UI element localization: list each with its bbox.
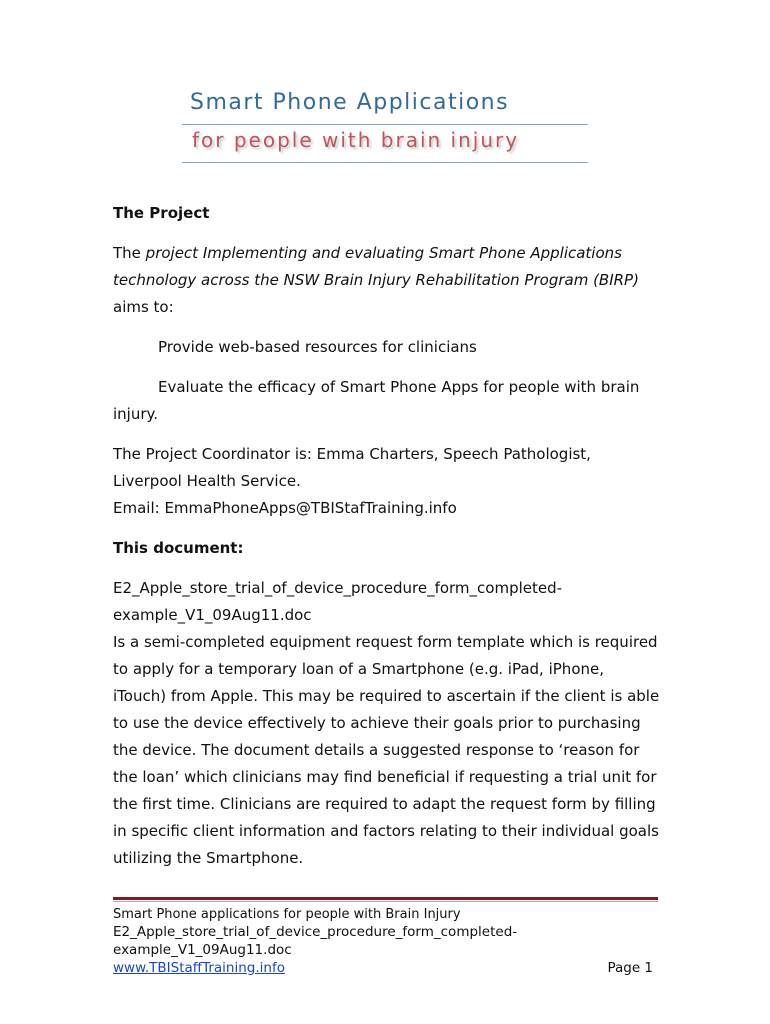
- document-filename: E2_Apple_store_trial_of_device_procedure_form_completed-example_V1_09Aug11.doc: [113, 579, 563, 624]
- intro-prefix: The: [113, 244, 146, 262]
- banner-logo: [182, 84, 592, 168]
- footer-divider-thin: [113, 901, 658, 902]
- project-heading: The Project: [113, 204, 210, 222]
- coordinator-text: The Project Coordinator is: Emma Charters, Speech Pathologist, Liverpool Health Service.: [113, 445, 591, 490]
- document-heading: This document:: [113, 539, 244, 557]
- page-footer: [113, 906, 653, 977]
- page-number: Page 1: [607, 960, 653, 976]
- footer-filename: E2_Apple_store_trial_of_device_procedure_form_completed-example_V1_09Aug11.doc: [113, 924, 518, 958]
- footer-title: Smart Phone applications for people with Brain Injury: [113, 907, 461, 922]
- aim-item: Provide web-based resources for clinicians: [158, 338, 477, 356]
- intro-suffix: aims to:: [113, 298, 174, 316]
- footer-website-link[interactable]: www.TBIStaffTraining.info: [113, 960, 285, 976]
- banner-subtitle: for people with brain injury: [192, 128, 520, 152]
- footer-divider: [113, 897, 658, 900]
- document-body: [113, 200, 661, 872]
- banner-divider: [182, 162, 588, 163]
- coordinator-email: Email: EmmaPhoneApps@TBIStafTraining.info: [113, 499, 457, 517]
- banner-title: Smart Phone Applications: [190, 90, 510, 115]
- intro-project-title: project Implementing and evaluating Smart Phone Applications technology across the NSW Brain Injury Rehabilitation Program (BIRP): [113, 244, 639, 289]
- project-intro: [113, 240, 661, 321]
- document-description: Is a semi-completed equipment request form template which is required to apply for a temporary loan of a Smartphone (e.g. iPad, iPhone, iTouch) from Apple. This may be required to ascertain if the client is able to use the device effectively to achieve their goals prior to purchasing the device. The document details a suggested response to ‘reason for the loan’ which clinicians may find beneficial if requesting a trial unit for the first time. Clinicians are required to adapt the request form by filling in specific client information and factors relating to their individual goals utilizing the Smartphone.: [113, 633, 660, 867]
- footer-bottom-row: [113, 959, 653, 977]
- banner-divider: [182, 124, 588, 125]
- aim-item: Evaluate the efficacy of Smart Phone Apps for people with brain injury.: [113, 378, 640, 423]
